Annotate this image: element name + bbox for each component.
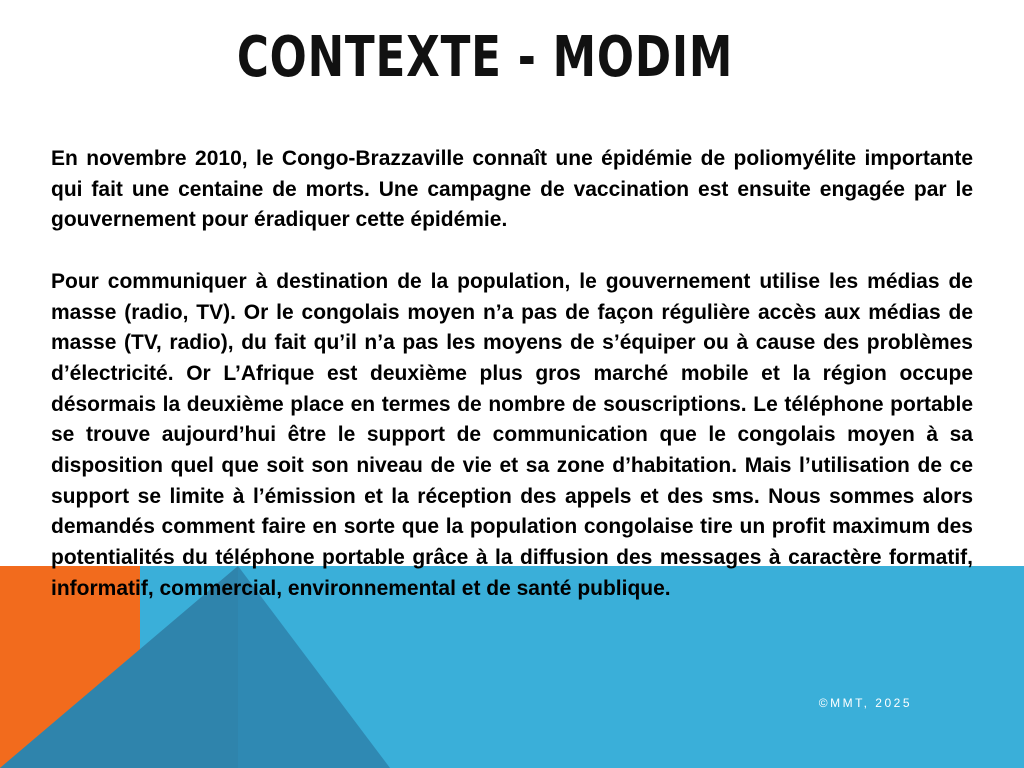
slide-body (51, 144, 973, 605)
paragraph-2: Pour communiquer à destination de la population, le gouvernement utilise les médias de masse (radio, TV). Or le congolais moyen n’a pas de façon régulière accès aux médias de masse (TV, radio), du fait qu’il n’a pas les moyens de s’équiper ou à cause des problèmes d’électricité. Or L’Afrique est deuxième plus gros marché mobile et la région occupe désormais la deuxième place en termes de nombre de souscriptions. Le téléphone portable se trouve aujourd’hui être le support de communication que le congolais moyen à sa disposition quel que soit son niveau de vie et sa zone d’habitation. Mais l’utilisation de ce support se limite à l’émission et la réception des appels et des sms. Nous sommes alors demandés comment faire en sorte que la population congolaise tire un profit maximum des potentialités du téléphone portable grâce à la diffusion des messages à caractère formatif, informatif, commercial, environnemental et de santé publique. (51, 269, 973, 600)
slide-title: CONTEXTE - MODIM (236, 25, 734, 90)
paragraph-1: En novembre 2010, le Congo-Brazzaville connaît une épidémie de poliomyélite importante qui fait une centaine de morts. Une campagne de vaccination est ensuite engagée par le gouvernement pour éradiquer cette épidémie. (51, 147, 973, 232)
copyright-label: ©MMT, 2025 (818, 696, 912, 710)
